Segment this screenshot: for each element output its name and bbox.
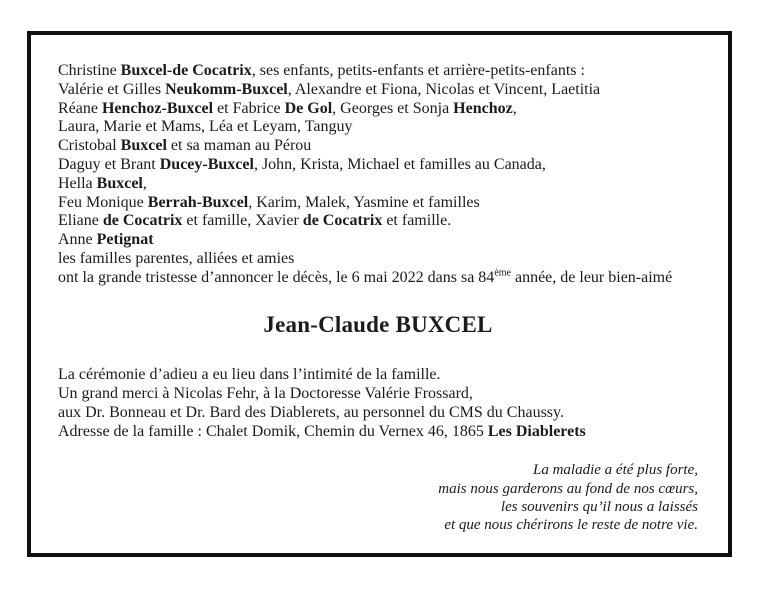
text-segment: mais nous garderons au fond de nos cœurs, [438, 480, 698, 497]
name-bold: Les Diablerets [487, 423, 586, 441]
text-segment: Adresse de la famille : Chalet Domik, Chemin du Vernex 46, 1865 [58, 423, 488, 441]
name-bold: Buxcel-de Cocatrix [120, 62, 252, 79]
text-line [58, 137, 698, 156]
text-segment: les souvenirs qu’il nous a laissés [500, 498, 698, 515]
obituary-content [31, 35, 728, 535]
text-line [58, 100, 698, 119]
text-segment: Hella [58, 174, 97, 192]
text-line [58, 175, 698, 194]
name-bold: de Cocatrix [302, 212, 383, 230]
text-segment: année, de leur bien-aimé [510, 268, 673, 286]
text-line [58, 62, 698, 81]
text-segment: et famille. [382, 212, 452, 230]
text-segment: , John, Krista, Michael et familles au Canada, [253, 155, 546, 173]
text-segment: et sa maman au Pérou [166, 137, 312, 155]
text-line [58, 516, 698, 534]
text-segment: Daguy et Brant [58, 155, 160, 173]
text-line [58, 498, 698, 516]
text-line [58, 269, 698, 288]
text-line [58, 231, 698, 250]
obituary-card [27, 31, 732, 557]
text-segment: , [142, 174, 147, 192]
text-segment: , [512, 99, 517, 117]
name-bold: Ducey-Buxcel [159, 155, 254, 173]
text-segment: , Karim, Malek, Yasmine et familles [248, 193, 480, 211]
text-segment: Valérie et Gilles [58, 80, 166, 98]
text-line [58, 118, 698, 137]
text-segment: Cristobal [58, 137, 121, 155]
text-segment: Christine [58, 62, 121, 79]
name-bold: Berrah-Buxcel [147, 193, 249, 211]
text-segment: Un grand merci à Nicolas Fehr, à la Doctoresse Valérie Frossard, [58, 384, 473, 402]
text-segment: , ses enfants, petits-enfants et arrière-petits-enfants : [251, 62, 585, 79]
text-segment: aux Dr. Bonneau et Dr. Bard des Diablerets, au personnel du CMS du Chaussy. [58, 403, 564, 421]
text-line [58, 403, 698, 422]
name-bold: de Cocatrix [102, 212, 183, 230]
text-segment: , Alexandre et Fiona, Nicolas et Vincent, Laetitia [287, 80, 601, 98]
ordinal-superscript: ème [494, 267, 511, 279]
name-bold: Buxcel [96, 174, 143, 192]
text-line [58, 156, 698, 175]
name-bold: Neukomm-Buxcel [165, 80, 288, 98]
epitaph-verse [58, 461, 698, 534]
text-segment: ont la grande tristesse d’annoncer le décès, le 6 mai 2022 dans sa 84 [58, 268, 495, 286]
name-bold: Henchoz-Buxcel [101, 99, 214, 117]
deceased-name: Jean-Claude BUXCEL [263, 311, 493, 337]
text-line [58, 480, 698, 498]
text-segment: Réane [58, 99, 102, 117]
text-segment: et que nous chérirons le reste de notre vie. [444, 517, 698, 534]
name-bold: Henchoz [453, 99, 513, 117]
name-bold: Buxcel [120, 137, 167, 155]
text-segment: Anne [58, 231, 97, 249]
text-line [58, 422, 698, 441]
text-segment: Eliane [58, 212, 103, 230]
text-line [58, 194, 698, 213]
text-line [58, 212, 698, 231]
text-segment: Feu Monique [58, 193, 148, 211]
text-segment: et Fabrice [213, 99, 285, 117]
ceremony-info [58, 365, 698, 442]
text-line [58, 250, 698, 269]
text-line [58, 365, 698, 384]
text-line [58, 461, 698, 479]
family-list [58, 62, 698, 288]
text-segment: , Georges et Sonja [332, 99, 454, 117]
text-segment: La cérémonie d’adieu a eu lieu dans l’intimité de la famille. [58, 365, 441, 383]
text-segment: les familles parentes, alliées et amies [58, 249, 295, 267]
text-segment: Laura, Marie et Mams, Léa et Leyam, Tanguy [58, 118, 353, 136]
name-bold: Petignat [96, 231, 154, 249]
text-line [58, 81, 698, 100]
name-bold: De Gol [284, 99, 333, 117]
text-segment: La maladie a été plus forte, [533, 462, 698, 479]
text-line [58, 384, 698, 403]
text-segment: et famille, Xavier [182, 212, 303, 230]
